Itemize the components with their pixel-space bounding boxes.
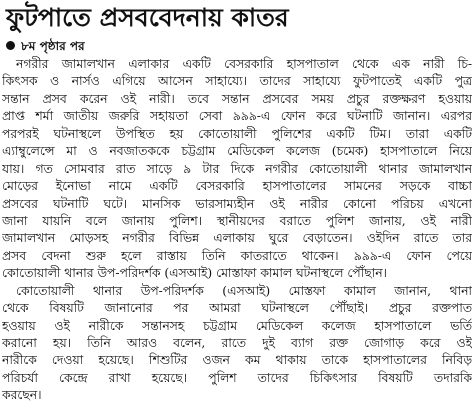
continued-text: ৮ম পৃষ্ঠার পর [21,39,85,53]
article-line: প্রসবের ঘটনাটি ঘটে। মানসিক ভারসাম্যহীন ওই নারীর কোনো পরিচয় এখনো [2,196,472,211]
article-line: কিৎসক ও নার্সও এগিয়ে আসেন সাহায্যে। তাদের সাহায্যে ফুটপাতেই একটি পুত্র [2,74,472,89]
article-line: থেকে বিষয়টি জানানোর পর আমরা ঘটনাস্থলে পৌঁছাই। প্রচুর রক্তপাত [2,301,472,316]
article-line: প্রাপ্ত শর্মা জাতীয় জরুরি সহায়তা সেবা ৯৯৯-এ ফোন করে ঘটনাটি জানান। এরপর [2,109,472,124]
article-line: কোতোয়ালী থানার উপ-পরিদর্শক (এসআই) মোস্তফা কামাল জানান, থানা [16,283,472,298]
headline: ফুটপাতে প্রসববেদনায় কাতর [6,3,289,32]
article-line: প্রসব বেদনা শুরু হলে রাস্তায় তিনি কাতরাতে থাকেন। ৯৯৯-এ ফোন পেয়ে [2,248,472,263]
article-line: পরপরই ঘটনাস্থলে উপস্থিত হয় কোতোয়ালী পুলিশের একটি টিম। তারা একটি [2,126,472,141]
article-line: যায়। গত সোমবার রাত সাড়ে ৯ টার দিকে নগরীর কোতোয়ালী থানার জামালখান [2,161,472,176]
article-line: করানো হয়। তিনি আরও বলেন, রাতে দুই ব্যাগ রক্ত জোগাড় করে ওই [2,336,472,350]
article-line: হওয়ায় ওই নারীকে সন্তানসহ চট্টগ্রাম মেডিকেল কলেজ হাসপাতালে ভর্তি [2,318,472,333]
article-line: করছেন। [2,388,42,403]
article-line: পরিচর্যা কেন্দ্রে রাখা হয়েছে। পুলিশ তাদের চিকিৎসার বিষয়টি তদারকি [2,370,472,385]
article-line: নারীকে দেওয়া হয়েছে। শিশুটির ওজন কম থাকায় তাকে হাসপাতালের নিবিড় [2,353,472,368]
article-line: নগরীর জামালখান এলাকার একটি বেসরকারি হাসপাতাল থেকে এক নারী চি- [16,57,472,71]
article-line: সন্তান প্রসব করেন ওই নারী। তবে সন্তান প্রসবের সময় প্রচুর রক্তক্ষরণ হওয়ায় [2,91,472,106]
article-line: জানা যায়নি বলে জানায় পুলিশ। স্থানীয়দের বরাতে পুলিশ জানায়, ওই নারী [2,213,472,228]
article-body [2,56,472,405]
article-line: কোতোয়ালী থানার উপ-পরিদর্শক (এসআই) মোস্তাফা কামাল ঘটনাস্থলে পৌঁছান। [2,266,387,281]
article-line: জামালখান মোড়সহ নগরীর বিভিন্ন এলাকায় ঘুরে বেড়াতেন। ওইদিন রাতে তার [2,231,472,246]
article-line: মোড়ের ইনোভা নামে একটি বেসরকারি হাসপাতালের সামনের সড়কে বাচ্চা [2,179,472,194]
bullet-icon [6,41,15,50]
article-line: এ্যাম্বুলেন্সে মা ও নবজাতককে চট্টগ্রাম মেডিকেল কলেজ (চমেক) হাসপাতালে নিয়ে [2,144,472,159]
continued-from-label [6,38,85,54]
